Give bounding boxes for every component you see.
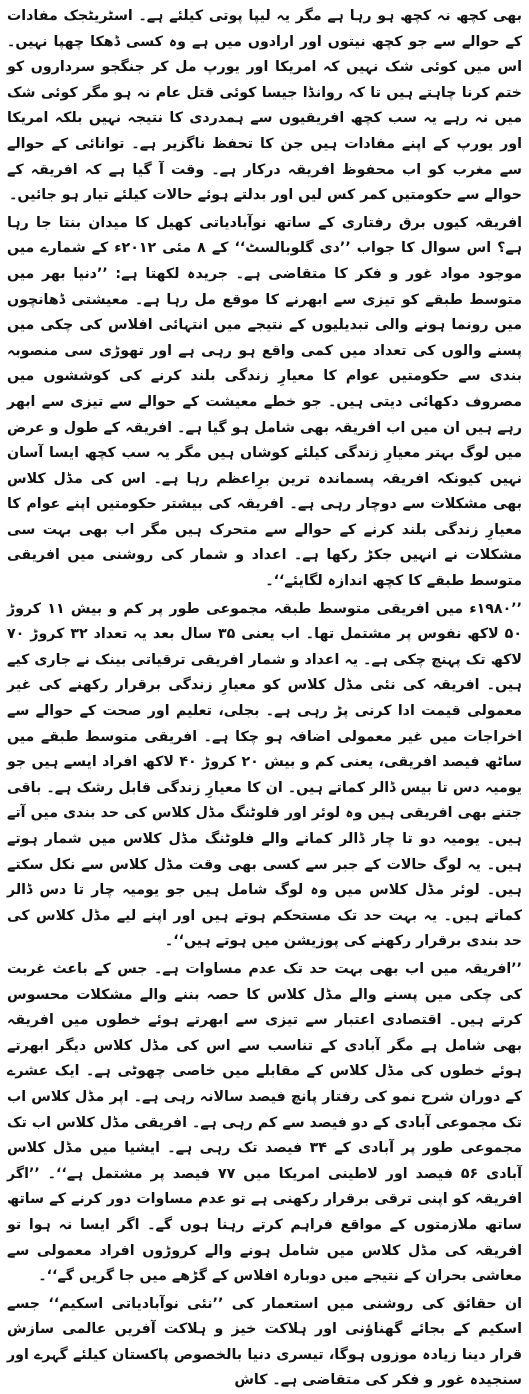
article-paragraph: ان حقائق کی روشنی میں استعمار کی ’’نئی نوآبادیاتی اسکیم‘‘ جسے اسکیم کے بجائے گھناؤنی اور ہلاکت خیز و ہلاکت آفریں عالمی سازش قرار دینا زیادہ موزوں ہوگا، تیسری دنیا بالخصوص پاکستان کیلئے گہرے اور سنجیدہ غور و فکر کی متقاضی ہے۔ کاش [7,1295,522,1389]
article-paragraph: ’’۱۹۸۰ء میں افریقی متوسط طبقہ مجموعی طور پر کم و بیش ۱۱ کروڑ ۵۰ لاکھ نفوس پر مشتمل تھا۔ اب یعنی ۳۵ سال بعد یہ تعداد ۳۲ کروڑ ۷۰ لاکھ تک پہنچ چکی ہے۔ یہ اعداد و شمار افریقی ترقیاتی بینک نے جاری کیے ہیں۔ افریقہ کی نئی مڈل کلاس کو معیارِ زندگی برقرار رکھنے کی غیر معمولی قیمت ادا کرنی پڑ رہی ہے۔ بجلی، تعلیم اور صحت کے حوالے سے اخراجات میں غیر معمولی اضافہ ہو چکا ہے۔ افریقی متوسط طبقے میں ساٹھ فیصد افریقی، یعنی کم و بیش ۲۰ کروڑ ۴۰ لاکھ افراد ایسے ہیں جو یومیہ دس تا بیس ڈالر کماتے ہیں۔ ان کا معیارِ زندگی قابل رشک ہے۔ باقی جتنے بھی افریقی ہیں وہ لوئر اور فلوٹنگ مڈل کلاس کی حد بندی میں آتے ہیں۔ یومیہ دو تا چار ڈالر کمانے والے فلوٹنگ مڈل کلاس میں شمار ہوتے ہیں۔ یہ لوگ حالات کے جبر سے کسی بھی وقت مڈل کلاس سے نکل سکتے ہیں۔ لوئر مڈل کلاس میں وہ لوگ شامل ہیں جو یومیہ چار تا دس ڈالر کماتے ہیں۔ یہ بہت حد تک مستحکم ہوتے ہیں اور اپنے لیے مڈل کلاس کی حد بندی برقرار رکھنے کی پوزیشن میں ہوتے ہیں‘‘۔ [7,600,523,950]
article-paragraph: بھی کچھ نہ کچھ ہو رہا ہے مگر یہ لیپا پوتی کیلئے ہے۔ اسٹریٹجک مفادات کے حوالے سے جو کچھ نیتوں اور ارادوں میں ہے وہ کسی ڈھکا چھپا نہیں۔ اس میں کوئی شک نہیں کہ امریکا اور یورپ مل کر جنگجو سرداروں کو ختم کرنا چاہتے ہیں تا کہ روانڈا جیسا کوئی قتل عام نہ ہو مگر کوئی شک میں نہ رہے یہ سب کچھ افریقیوں سے ہمدردی کا نتیجہ نہیں بلکہ امریکا اور یورپ کے اپنے مفادات ہیں جن کا تحفظ ناگزیر ہے۔ توانائی کے حوالے سے مغرب کو اب محفوظ افریقہ درکار ہے۔ وقت آ گیا ہے کہ افریقہ کے حوالے سے حکومتیں کمر کس لیں اور بدلتے ہوئے حالات کیلئے تیار ہو جائیں۔ [7,8,522,204]
article-paragraph: افریقہ کیوں برق رفتاری کے ساتھ نوآبادیاتی کھیل کا میدان بنتا جا رہا ہے؟ اس سوال کا جواب ’’دی گلوبالسٹ‘‘ کے ۸ مئی ۲۰۱۲ء کے شمارے میں موجود مواد غور و فکر کا متقاضی ہے۔ جریدہ لکھتا ہے: ’’دنیا بھر میں متوسط طبقے کو تیزی سے ابھرنے کا موقع مل رہا ہے۔ معیشتی ڈھانچوں میں رونما ہونے والی تبدیلیوں کے نتیجے میں انتہائی افلاس کی چکی میں پسنے والوں کی تعداد میں کمی واقع ہو رہی ہے اور تھوڑی سی منصوبہ بندی سے حکومتیں عوام کا معیارِ زندگی بلند کرنے کی کوششوں میں مصروف دکھائی دیتی ہیں۔ جو خطے معیشت کے حوالے سے تیزی سے ابھر رہے ہیں ان میں اب افریقہ بھی شامل ہو گیا ہے۔ افریقہ کے طول و عرض میں لوگ بہتر معیارِ زندگی کیلئے کوشاں ہیں مگر یہ سب کچھ ایسا آسان نہیں کیونکہ افریقہ پسماندہ ترین برِاعظم رہا ہے۔ اس کی مڈل کلاس بھی مشکلات سے دوچار رہی ہے۔ افریقہ کی بیشتر حکومتیں اپنے عوام کا معیارِ زندگی بلند کرنے کے حوالے سے متحرک ہیں مگر اب بھی بہت سی مشکلات نے انہیں جکڑ رکھا ہے۔ اعداد و شمار کی روشنی میں افریقی متوسط طبقے کا کچھ اندازہ لگایئے‘‘۔ [7,214,523,590]
article-paragraph: ’’افریقہ میں اب بھی بہت حد تک عدم مساوات ہے۔ جس کے باعث غربت کی چکی میں پسنے والے مڈل کلاس کا حصہ بننے والے مشکلات محسوس کرتے ہیں۔ اقتصادی اعتبار سے تیزی سے ابھرتے ہوئے خطوں میں افریقہ بھی شامل ہے مگر آبادی کے تناسب سے اس کی مڈل کلاس دیگر ابھرتے ہوئے خطوں کی مڈل کلاس کے مقابلے میں خاصی چھوٹی ہے۔ ایک عشرے کے دوران شرح نمو کی رفتار پانچ فیصد سالانہ رہی ہے۔ اپر مڈل کلاس اب تک مجموعی آبادی کے دو فیصد سے کم رہی ہے۔ افریقی مڈل کلاس اب تک مجموعی طور پر آبادی کے ۳۴ فیصد تک رہی ہے۔ ایشیا میں مڈل کلاس آبادی ۵۶ فیصد اور لاطینی امریکا میں ۷۷ فیصد پر مشتمل ہے‘‘۔ ’’اگر افریقہ کو اپنی ترقی برقرار رکھنی ہے تو عدم مساوات دور کرنے کے ساتھ ساتھ ملازمتوں کے مواقع فراہم کرتے رہنا ہوں گے۔ اگر ایسا نہ ہوا تو افریقہ کی مڈل کلاس میں شامل ہونے والے کروڑوں افراد معمولی سے معاشی بحران کے نتیجے میں دوبارہ افلاس کے گڑھے میں جا گریں گے‘‘۔ [7,960,522,1285]
